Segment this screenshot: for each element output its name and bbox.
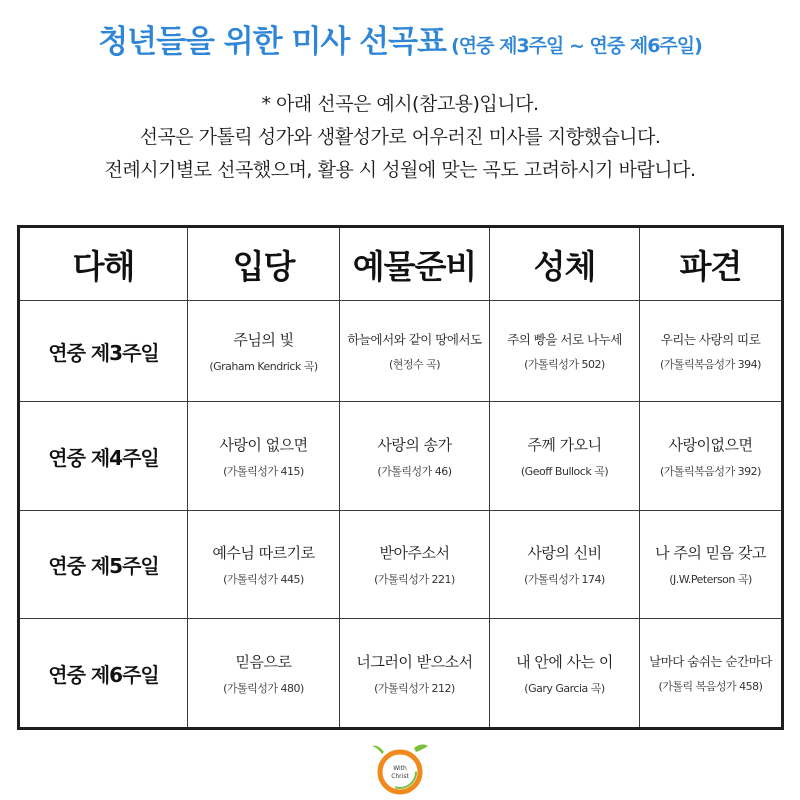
song-title: 사랑이 없으면 xyxy=(219,435,308,454)
song-source: (J.W.Peterson 곡) xyxy=(669,573,752,586)
song-title: 주께 가오니 xyxy=(527,435,602,454)
song-source: (가톨릭성가 174) xyxy=(524,573,605,586)
logo-text-line1: With xyxy=(393,765,407,772)
song-title: 받아주소서 xyxy=(379,544,450,562)
song-source: (가톨릭 복음성가 458) xyxy=(658,680,763,693)
table-cell xyxy=(490,301,640,402)
table-cell xyxy=(188,301,340,402)
song-source: (가톨릭성가 480) xyxy=(223,681,304,695)
song-title: 사랑의 송가 xyxy=(377,435,452,454)
header-communion: 성체 xyxy=(490,228,640,301)
song-source: (Gary Garcia 곡) xyxy=(524,681,605,695)
intro-notes xyxy=(0,88,800,187)
song-title: 너그러이 받으소서 xyxy=(356,652,473,671)
song-source: (가톨릭성가 212) xyxy=(374,681,455,695)
song-source: (Graham Kendrick 곡) xyxy=(209,359,318,373)
song-title: 예수님 따르기로 xyxy=(212,544,315,562)
song-source: (가톨릭성가 415) xyxy=(223,464,304,478)
header-entrance: 입당 xyxy=(188,228,340,301)
row-label-week4: 연중 제4주일 xyxy=(20,402,188,511)
song-title: 우리는 사랑의 띠로 xyxy=(660,332,761,347)
table-cell xyxy=(490,619,640,727)
row-label-week3: 연중 제3주일 xyxy=(20,301,188,402)
table-cell xyxy=(188,619,340,727)
page-title-subtitle: (연중 제3주일 ~ 연중 제6주일) xyxy=(451,35,702,57)
table-cell xyxy=(640,511,781,619)
table-cell xyxy=(640,301,781,402)
table-cell xyxy=(340,619,490,727)
row-label-week5: 연중 제5주일 xyxy=(20,511,188,619)
song-table xyxy=(17,225,784,730)
song-source: (가톨릭성가 221) xyxy=(374,573,455,586)
header-offertory: 예물준비 xyxy=(340,228,490,301)
song-title: 믿음으로 xyxy=(235,652,292,671)
logo-text-line2: Christ xyxy=(391,773,409,780)
song-title: 주의 빵을 서로 나누세 xyxy=(507,332,622,347)
song-source: (가톨릭복음성가 394) xyxy=(660,358,761,371)
table-cell xyxy=(490,402,640,511)
song-title: 내 안에 사는 이 xyxy=(516,652,613,671)
table-cell xyxy=(490,511,640,619)
table-cell xyxy=(340,511,490,619)
intro-line: 선곡은 가톨릭 성가와 생활성가로 어우러진 미사를 지향했습니다. xyxy=(139,126,661,148)
table-cell xyxy=(340,402,490,511)
with-christ-logo xyxy=(370,740,430,796)
song-source: (가톨릭성가 445) xyxy=(223,573,304,586)
header-year: 다해 xyxy=(20,228,188,301)
song-title: 주님의 빛 xyxy=(233,330,294,349)
table-cell xyxy=(340,301,490,402)
table-cell xyxy=(188,402,340,511)
song-source: (가톨릭성가 502) xyxy=(524,358,605,371)
song-title: 나 주의 믿음 갖고 xyxy=(655,544,766,562)
page-title xyxy=(0,16,800,61)
table-cell xyxy=(188,511,340,619)
table-cell xyxy=(640,619,781,727)
song-source: (Geoff Bullock 곡) xyxy=(520,464,609,478)
intro-line: * 아래 선곡은 예시(참고용)입니다. xyxy=(261,93,539,115)
song-title: 하늘에서와 같이 땅에서도 xyxy=(347,332,482,347)
intro-line: 전례시기별로 선곡했으며, 활용 시 성월에 맞는 곡도 고려하시기 바랍니다. xyxy=(104,159,696,181)
song-source: (가톨릭복음성가 392) xyxy=(660,464,761,478)
page-title-main: 청년들을 위한 미사 선곡표 xyxy=(98,24,446,60)
logo-icon xyxy=(370,740,430,796)
header-recessional: 파견 xyxy=(640,228,781,301)
song-title: 날마다 숨쉬는 순간마다 xyxy=(649,654,772,669)
song-title: 사랑의 신비 xyxy=(527,544,602,562)
song-title: 사랑이없으면 xyxy=(668,435,753,454)
song-source: (가톨릭성가 46) xyxy=(377,464,452,478)
song-source: (현정수 곡) xyxy=(388,358,441,371)
row-label-week6: 연중 제6주일 xyxy=(20,619,188,727)
table-cell xyxy=(640,402,781,511)
